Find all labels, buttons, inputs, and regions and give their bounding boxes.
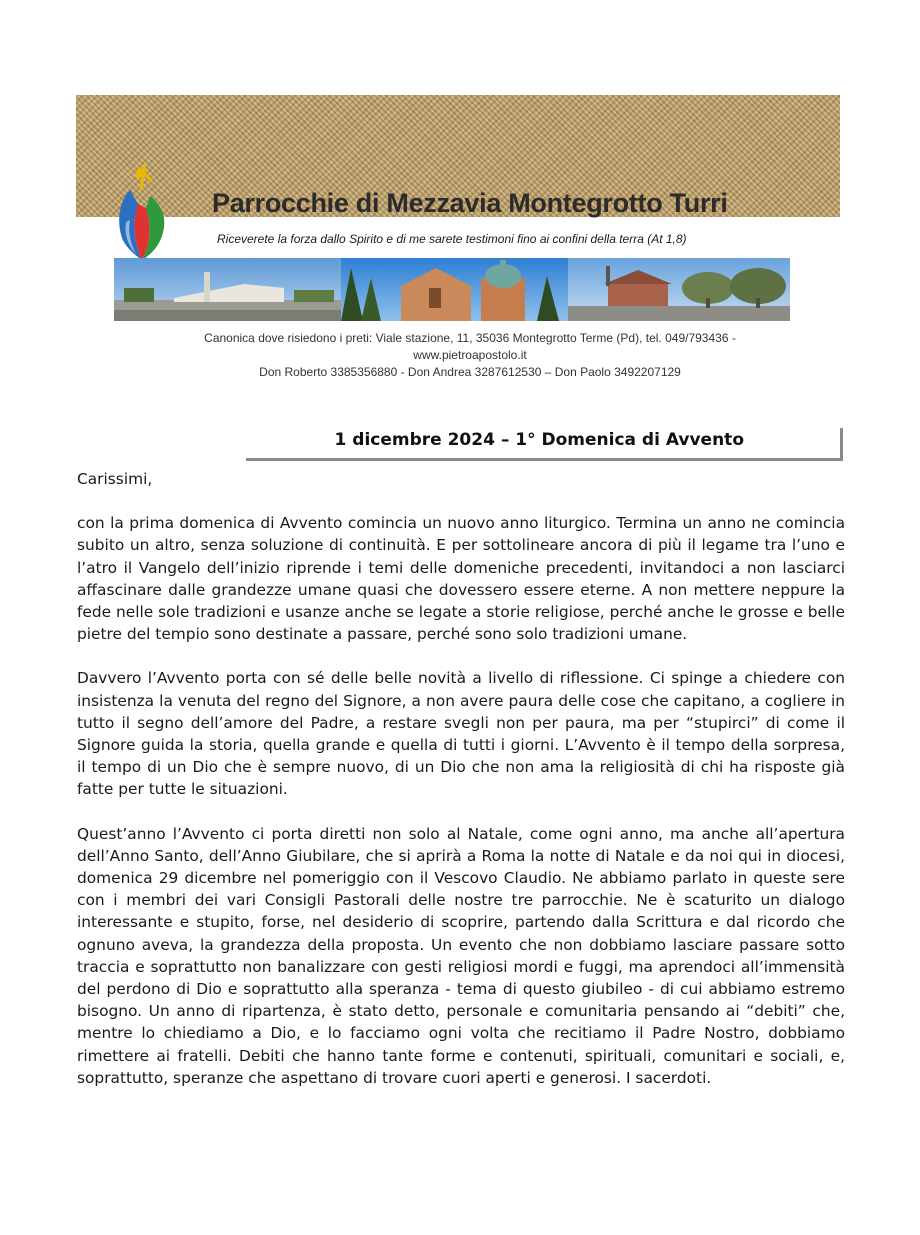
date-heading: 1 dicembre 2024 – 1° Domenica di Avvento bbox=[334, 430, 744, 450]
contact-info bbox=[100, 330, 840, 381]
letter-greeting: Carissimi, bbox=[77, 470, 153, 488]
parish-motto: Riceverete la forza dallo Spirito e di me sarete testimoni fino ai confini della terra (At 1,8) bbox=[217, 232, 687, 246]
letter-paragraph: Davvero l’Avvento porta con sé delle belle novità a livello di riflessione. Ci spinge a chiedere con insistenza la venuta del regno del Signore, a non avere paura delle cose che capitano, a cogliere in tutto il segno dell’amore del Padre, a restare svegli non per paura, ma per “stupirci” di come il Signore guida la storia, quella grande e quella di tutti i giorni. L’Avvento è il tempo della sorpresa, il tempo di un Dio che è sempre nuovo, di un Dio che non ama la religiosità di chi ha risposte già fatte per tutte le situazioni. bbox=[77, 669, 845, 799]
parish-title: Parrocchie di Mezzavia Montegrotto Turri bbox=[212, 188, 728, 218]
date-heading-box bbox=[246, 428, 843, 461]
letter-body bbox=[77, 468, 845, 1111]
church-photo-modern bbox=[114, 258, 341, 321]
church-photo-olive-trees bbox=[568, 258, 790, 321]
parish-logo-icon bbox=[112, 160, 174, 264]
letter-paragraph: con la prima domenica di Avvento comincia un nuovo anno liturgico. Termina un anno ne comincia subito un altro, senza soluzione di continuità. E per sottolineare ancora di più il legame tra l’uno e l’atro il Vangelo dell’inizio riprende i temi delle domeniche precedenti, invitandoci a non lasciarci affascinare dalle grandezze umane quasi che dovessero essere eterne. A non mettere neppure la fede nelle sole tradizioni e usanze anche se legate a storie religiose, perché anche le grosse e belle pietre del tempio sono destinate a passare, perché sono solo tradizioni umane. bbox=[77, 514, 845, 644]
rectory-address: Canonica dove risiedono i preti: Viale stazione, 11, 35036 Montegrotto Terme (Pd), tel. 049/793436 - bbox=[204, 331, 736, 345]
church-photo-brick-domes bbox=[341, 258, 568, 321]
website-link[interactable]: www.pietroapostolo.it bbox=[413, 348, 527, 362]
letter-paragraph: Quest’anno l’Avvento ci porta diretti non solo al Natale, come ogni anno, ma anche all’apertura dell’Anno Santo, dell’Anno Giubilare, che si aprirà a Roma la notte di Natale e da noi qui in diocesi, domenica 29 dicembre nel pomeriggio con il Vescovo Claudio. Ne abbiamo parlato in queste sere con i membri dei vari Consigli Pastorali delle nostre tre parrocchie. Ne è scaturito un dialogo interessante e stupito, forse, nel desiderio di scoprire, partendo dalla Scrittura e dal ricordo che ognuno aveva, la grandezza della proposta. Un evento che non dobbiamo lasciare passare sotto traccia e soprattutto non banalizzare con gesti religiosi mordi e fuggi, ma aprendoci all’immensità del perdono di Dio e soprattutto alla speranza - tema di questo giubileo - di cui abbiamo estremo bisogno. Un anno di ripartenza, è stato detto, personale e comunitaria pensando ai “debiti” che, mentre lo chiediamo a Dio, e lo facciamo ogni volta che recitiamo il Padre Nostro, dobbiamo rimettere ai fratelli. Debiti che hanno tante forme e contenuti, spirituali, comunitari e sociali, e, soprattutto, speranze che aspettano di trovare cuori aperti e generosi. I sacerdoti. bbox=[77, 824, 845, 1087]
priests-phones: Don Roberto 3385356880 - Don Andrea 3287612530 – Don Paolo 3492207129 bbox=[259, 365, 681, 379]
